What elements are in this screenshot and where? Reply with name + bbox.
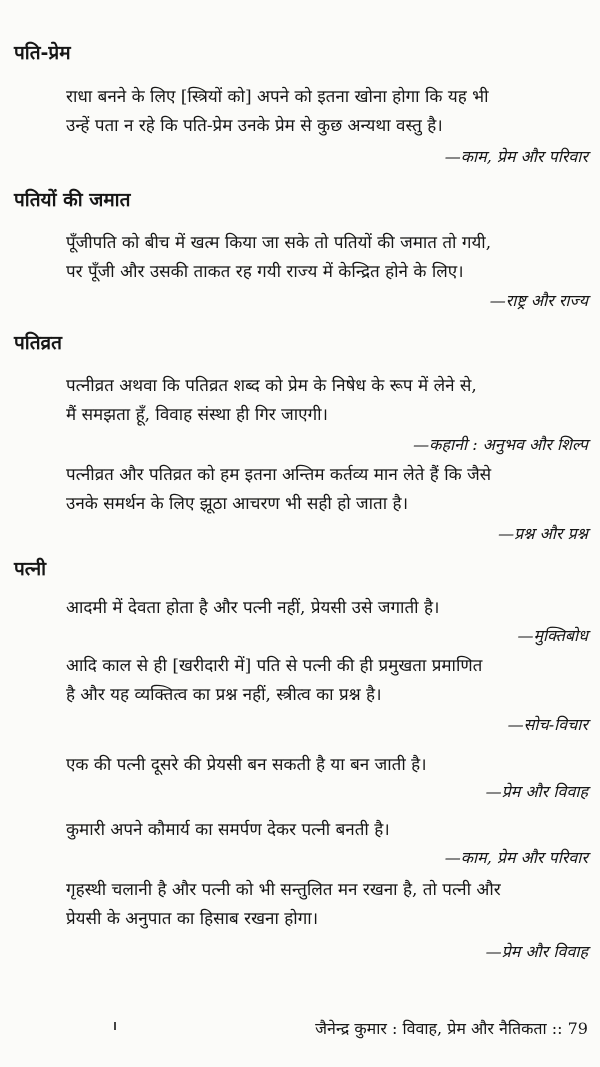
quote-source: —काम, प्रेम और परिवार — [444, 848, 588, 867]
quote-source: —राष्ट्र और राज्य — [489, 291, 588, 310]
quote-line: पत्नीव्रत और पतिव्रत को हम इतना अन्तिम कर्तव्य मान लेते हैं कि जैसे — [66, 465, 492, 485]
quote-line: मैं समझता हूँ, विवाह संस्था ही गिर जाएगी। — [66, 405, 328, 425]
quote-line: पर पूँजी और उसकी ताकत रह गयी राज्य में केन्द्रित होने के लिए। — [66, 262, 464, 282]
page-footer: जैनेन्द्र कुमार : विवाह, प्रेम और नैतिकता :: 79 — [315, 1019, 588, 1038]
quote-line: आदमी में देवता होता है और पत्नी नहीं, प्रेयसी उसे जगाती है। — [66, 598, 440, 618]
quote-line: उन्हें पता न रहे कि पति-प्रेम उनके प्रेम से कुछ अन्यथा वस्तु है। — [66, 116, 443, 136]
quote-line: कुमारी अपने कौमार्य का समर्पण देकर पत्नी बनती है। — [66, 820, 390, 840]
quote-source: —सोच-विचार — [507, 715, 588, 734]
quote-source: —प्रश्न और प्रश्न — [498, 524, 588, 543]
quote-line: उनके समर्थन के लिए झूठा आचरण भी सही हो जाता है। — [66, 494, 409, 514]
quote-line: राधा बनने के लिए [स्त्रियों को] अपने को इतना खोना होगा कि यह भी — [66, 87, 489, 107]
section-heading-pativrat: पतिव्रत — [14, 332, 62, 354]
quote-line: है और यह व्यक्तित्व का प्रश्न नहीं, स्त्रीत्व का प्रश्न है। — [66, 685, 382, 705]
section-heading-pati-prem: पति-प्रेम — [14, 42, 71, 64]
quote-line: पत्नीव्रत अथवा कि पतिव्रत शब्द को प्रेम के निषेध के रूप में लेने से, — [66, 376, 477, 396]
quote-source: —मुक्तिबोध — [517, 626, 588, 645]
quote-source: —प्रेम और विवाह — [485, 942, 588, 961]
quote-line: आदि काल से ही [खरीदारी में] पति से पत्नी की ही प्रमुखता प्रमाणित — [66, 656, 483, 676]
quote-line: एक की पत्नी दूसरे की प्रेयसी बन सकती है या बन जाती है। — [66, 755, 427, 775]
section-heading-patiyon-ki-jamat: पतियों की जमात — [14, 189, 131, 211]
quote-line: प्रेयसी के अनुपात का हिसाब रखना होगा। — [66, 909, 319, 929]
quote-source: —प्रेम और विवाह — [485, 782, 588, 801]
print-mark — [114, 1022, 116, 1030]
section-heading-patni: पत्नी — [14, 558, 47, 580]
quote-source: —कहानी : अनुभव और शिल्प — [413, 435, 588, 454]
quote-line: पूँजीपति को बीच में खत्म किया जा सके तो पतियों की जमात तो गयी, — [66, 233, 492, 253]
quote-line: गृहस्थी चलानी है और पत्नी को भी सन्तुलित मन रखना है, तो पत्नी और — [66, 880, 501, 900]
quote-source: —काम, प्रेम और परिवार — [444, 147, 588, 166]
